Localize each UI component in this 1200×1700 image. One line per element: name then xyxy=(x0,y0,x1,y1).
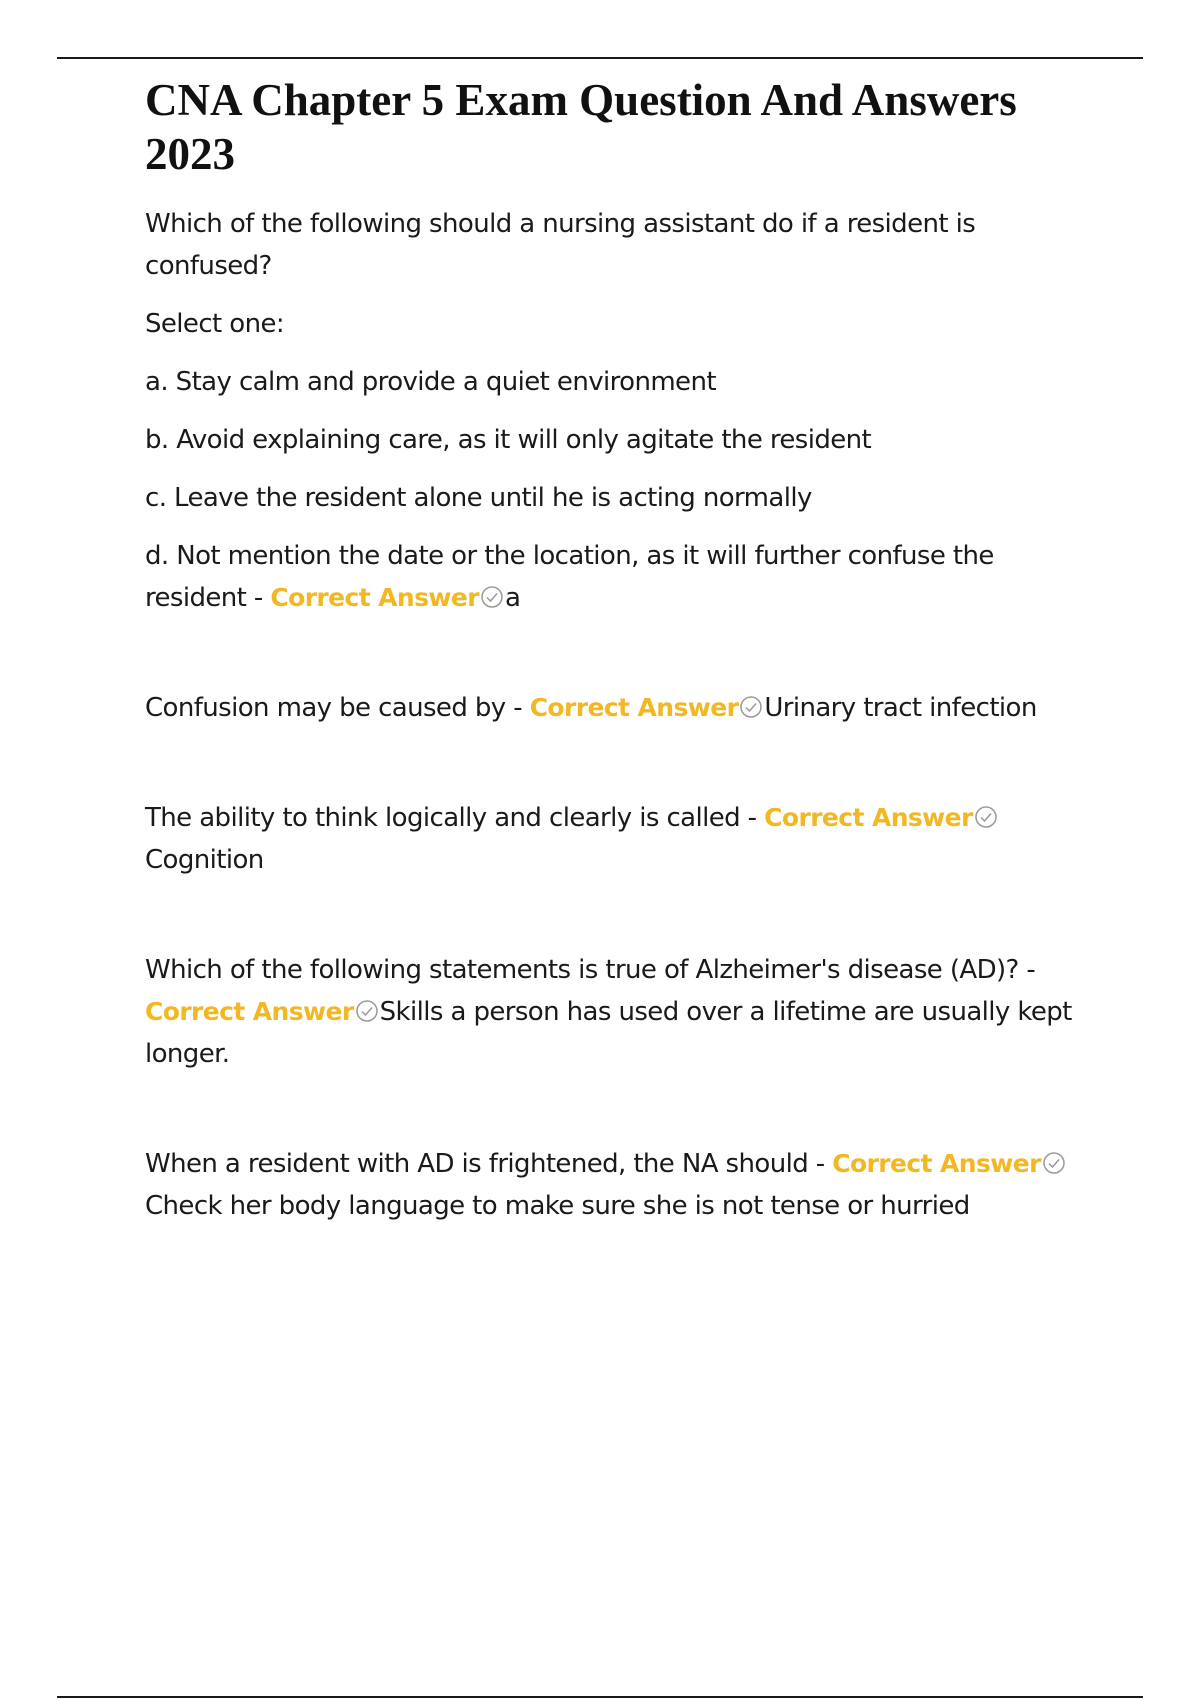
q1-question: Which of the following should a nursing assistant do if a resident is confused? xyxy=(145,209,976,281)
q4-item xyxy=(145,949,1095,1075)
q1-option-b: b. Avoid explaining care, as it will only agitate the resident xyxy=(145,425,872,455)
q2-question: Confusion may be caused by - xyxy=(145,693,530,723)
document-title: CNA Chapter 5 Exam Question And Answers 2023 xyxy=(145,75,1017,179)
check-circle-icon xyxy=(1042,1151,1066,1175)
q4-answer: Skills a person has used over a lifetime are usually kept longer. xyxy=(145,997,1072,1069)
top-rule xyxy=(57,57,1143,59)
q2-answer: Urinary tract infection xyxy=(764,693,1037,723)
check-circle-icon xyxy=(355,999,379,1023)
q1-option-d-text: d. Not mention the date or the location, as it will further confuse the resident - xyxy=(145,541,994,613)
spacer xyxy=(145,745,1095,797)
q5-answer-label: Correct Answer xyxy=(832,1149,1041,1178)
q3-answer: Cognition xyxy=(145,845,264,875)
q5-item xyxy=(145,1143,1095,1227)
q3-item xyxy=(145,797,1095,881)
q1-answer-label: Correct Answer xyxy=(270,583,479,612)
spacer xyxy=(145,1091,1095,1143)
check-circle-icon xyxy=(739,695,763,719)
q1-option-d xyxy=(145,535,1095,619)
q3-question: The ability to think logically and clearly is called - xyxy=(145,803,765,833)
q4-answer-label: Correct Answer xyxy=(145,997,354,1026)
q5-answer: Check her body language to make sure she is not tense or hurried xyxy=(145,1191,970,1221)
q5-question: When a resident with AD is frightened, the NA should - xyxy=(145,1149,833,1179)
q3-answer-label: Correct Answer xyxy=(764,803,973,832)
q1-option-a: a. Stay calm and provide a quiet environment xyxy=(145,367,716,397)
q1-instruction: Select one: xyxy=(145,309,285,339)
check-circle-icon xyxy=(974,805,998,829)
q1-answer: a xyxy=(505,583,521,613)
q1-option-c: c. Leave the resident alone until he is acting normally xyxy=(145,483,812,513)
check-circle-icon xyxy=(480,585,504,609)
spacer xyxy=(145,897,1095,949)
document-body xyxy=(145,73,1095,1243)
q2-item xyxy=(145,687,1095,729)
spacer xyxy=(145,635,1095,687)
q4-question: Which of the following statements is true of Alzheimer's disease (AD)? - xyxy=(145,955,1036,985)
bottom-rule xyxy=(57,1696,1143,1698)
q2-answer-label: Correct Answer xyxy=(529,693,739,722)
